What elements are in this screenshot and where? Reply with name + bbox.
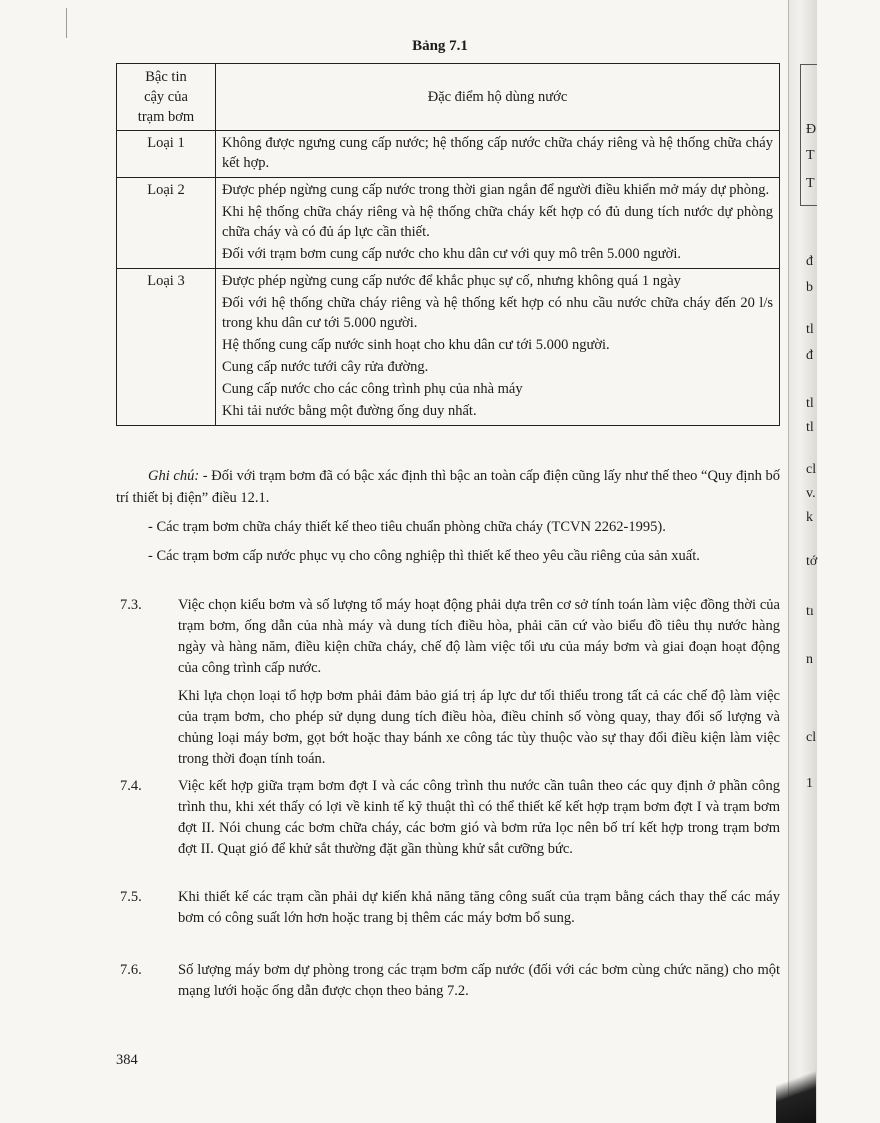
section-paragraph: Việc chọn kiểu bơm và số lượng tổ máy hoạt động phải dựa trên cơ sở tính toán làm việc đồng thời của trạm bơm, ống dẫn của nhà máy và dung tích điều hòa, phải căn cứ vào biểu đồ tiêu thụ nước hàng ngày và hàng năm, điều kiện chữa cháy, chế độ làm việc tối ưu của máy bơm và giai đoạn hoạt động của công trình cấp nước. xyxy=(178,597,780,676)
row-level: Loại 3 xyxy=(117,269,216,426)
page-number: 384 xyxy=(116,1052,138,1068)
header-line: Bậc tin xyxy=(145,69,187,85)
characteristic-item: Hệ thống cung cấp nước sinh hoạt cho khu dân cư tới 5.000 người. xyxy=(222,337,610,353)
note-label: Ghi chú: xyxy=(148,468,200,484)
characteristic-item: Cung cấp nước tưới cây rửa đường. xyxy=(222,359,429,375)
characteristic-item: Không được ngưng cung cấp nước; hệ thống cấp nước chữa cháy riêng và hệ thống chữa cháy kết hợp. xyxy=(222,135,773,171)
row-characteristics xyxy=(216,269,780,426)
characteristic-item: Được phép ngừng cung cấp nước trong thời gian ngắn để người điều khiển mở máy dự phòng. xyxy=(222,182,770,198)
section-body xyxy=(178,960,780,1002)
edge-fragment: T xyxy=(806,148,815,163)
edge-fragment: n xyxy=(806,652,813,667)
edge-fragment: đ xyxy=(806,254,813,269)
edge-fragment: tl xyxy=(806,420,814,435)
row-characteristics xyxy=(216,131,780,178)
characteristic-item: Khi tải nước bằng một đường ống duy nhất. xyxy=(222,403,477,419)
edge-fragment: cl xyxy=(806,730,817,745)
binding-mark xyxy=(66,8,67,38)
page-curl-shadow xyxy=(776,1050,816,1123)
section-paragraph: Việc kết hợp giữa trạm bơm đợt I và các công trình thu nước cần tuân theo các quy định ở phần công trình thu, khi xét thấy có lợi về kinh tế kỹ thuật thì có thể thiết kế kết hợp trạm bơm đợt I và trạm bơm đợt II. Nói chung các bơm chữa cháy, các bơm gió và bơm rửa lọc nên bố trí kết hợp trong trạm bơm đợt II. Quạt gió để khử sắt thường đặt gần thùng khử sắt cưỡng bức. xyxy=(178,778,780,857)
table-title: Bảng 7.1 xyxy=(412,38,468,54)
section-paragraph: Khi thiết kế các trạm cần phải dự kiến khả năng tăng công suất của trạm bằng cách thay thế các máy bơm có công suất lớn hơn hoặc trang bị thêm các máy bơm bổ sung. xyxy=(178,889,780,926)
section-number: 7.4. xyxy=(120,778,142,794)
note-third: - Các trạm bơm cấp nước phục vụ cho công nghiệp thì thiết kế theo yêu cầu riêng của sản xuất. xyxy=(148,548,700,564)
edge-fragment: b xyxy=(806,280,813,295)
table-row-type-1 xyxy=(117,131,780,178)
characteristic-item: Cung cấp nước cho các công trình phụ của nhà máy xyxy=(222,381,523,397)
header-line: trạm bơm xyxy=(137,109,195,125)
section-body xyxy=(178,887,780,929)
edge-fragment: đ xyxy=(806,348,813,363)
section-paragraph: Số lượng máy bơm dự phòng trong các trạm bơm cấp nước (đối với các bơm cùng chức năng) cho một mạng lưới hoặc ống dẫn được chọn theo bảng 7.2. xyxy=(178,962,780,999)
section-body xyxy=(178,776,780,860)
edge-fragment: Đ xyxy=(806,122,817,137)
row-level: Loại 1 xyxy=(117,131,216,178)
section-7-5 xyxy=(120,887,780,936)
section-number: 7.5. xyxy=(120,889,142,905)
edge-fragment: tớ xyxy=(806,554,818,569)
table-row-type-2 xyxy=(117,178,780,269)
characteristic-item: Đối với trạm bơm cung cấp nước cho khu dân cư với quy mô trên 5.000 người. xyxy=(222,246,681,262)
section-7-6 xyxy=(120,960,780,1009)
edge-fragment: v. xyxy=(806,486,816,501)
table-row-type-3 xyxy=(117,269,780,426)
reliability-table xyxy=(116,63,780,426)
section-body xyxy=(178,595,780,770)
edge-fragment: 1 xyxy=(806,776,813,791)
characteristic-item: Được phép ngừng cung cấp nước để khắc phục sự cố, nhưng không quá 1 ngày xyxy=(222,273,681,289)
header-reliability-level xyxy=(117,64,216,131)
section-number: 7.6. xyxy=(120,962,142,978)
header-line: cậy của xyxy=(144,89,188,105)
note-text: - Đối với trạm bơm đã có bậc xác định thì bậc an toàn cấp điện cũng lấy như thế theo “Quy định bố trí thiết bị điện” điều 12.1. xyxy=(116,468,780,506)
characteristic-item: Đối với hệ thống chữa cháy riêng và hệ thống kết hợp có nhu cầu nước chữa cháy đến 20 l/s trong khu dân cư tới 5.000 người. xyxy=(222,295,773,331)
section-paragraph: Khi lựa chọn loại tổ hợp bơm phải đảm bảo giá trị áp lực dư tối thiểu trong tất cả các chế độ làm việc của trạm bơm, cho phép sử dụng dung tích điều hòa, điều chỉnh số vòng quay, thay đổi số lượng và chủng loại máy bơm, gọt bớt hoặc thay bánh xe công tác tùy thuộc vào sự thay đổi điều kiện làm việc trong thời đoạn tính toán. xyxy=(178,688,780,767)
row-level: Loại 2 xyxy=(117,178,216,269)
edge-fragment: tı xyxy=(806,604,814,619)
section-7-3 xyxy=(120,595,780,777)
section-number: 7.3. xyxy=(120,597,142,613)
section-7-4 xyxy=(120,776,780,867)
note-first xyxy=(116,465,780,509)
edge-fragment: k xyxy=(806,510,813,525)
edge-fragment: T xyxy=(806,176,815,191)
characteristic-item: Khi hệ thống chữa cháy riêng và hệ thống chữa cháy kết hợp có đủ dung tích nước dự phòng chữa cháy và có đủ áp lực cần thiết. xyxy=(222,204,773,240)
table-notes xyxy=(116,465,780,574)
note-second: - Các trạm bơm chữa cháy thiết kế theo tiêu chuẩn phòng chữa cháy (TCVN 2262-1995). xyxy=(148,519,666,535)
edge-fragment: tl xyxy=(806,322,814,337)
edge-fragment: cl xyxy=(806,462,817,477)
edge-fragment: tl xyxy=(806,396,814,411)
table-header-row xyxy=(117,64,780,131)
row-characteristics xyxy=(216,178,780,269)
header-user-characteristics: Đặc điểm hộ dùng nước xyxy=(216,64,780,131)
